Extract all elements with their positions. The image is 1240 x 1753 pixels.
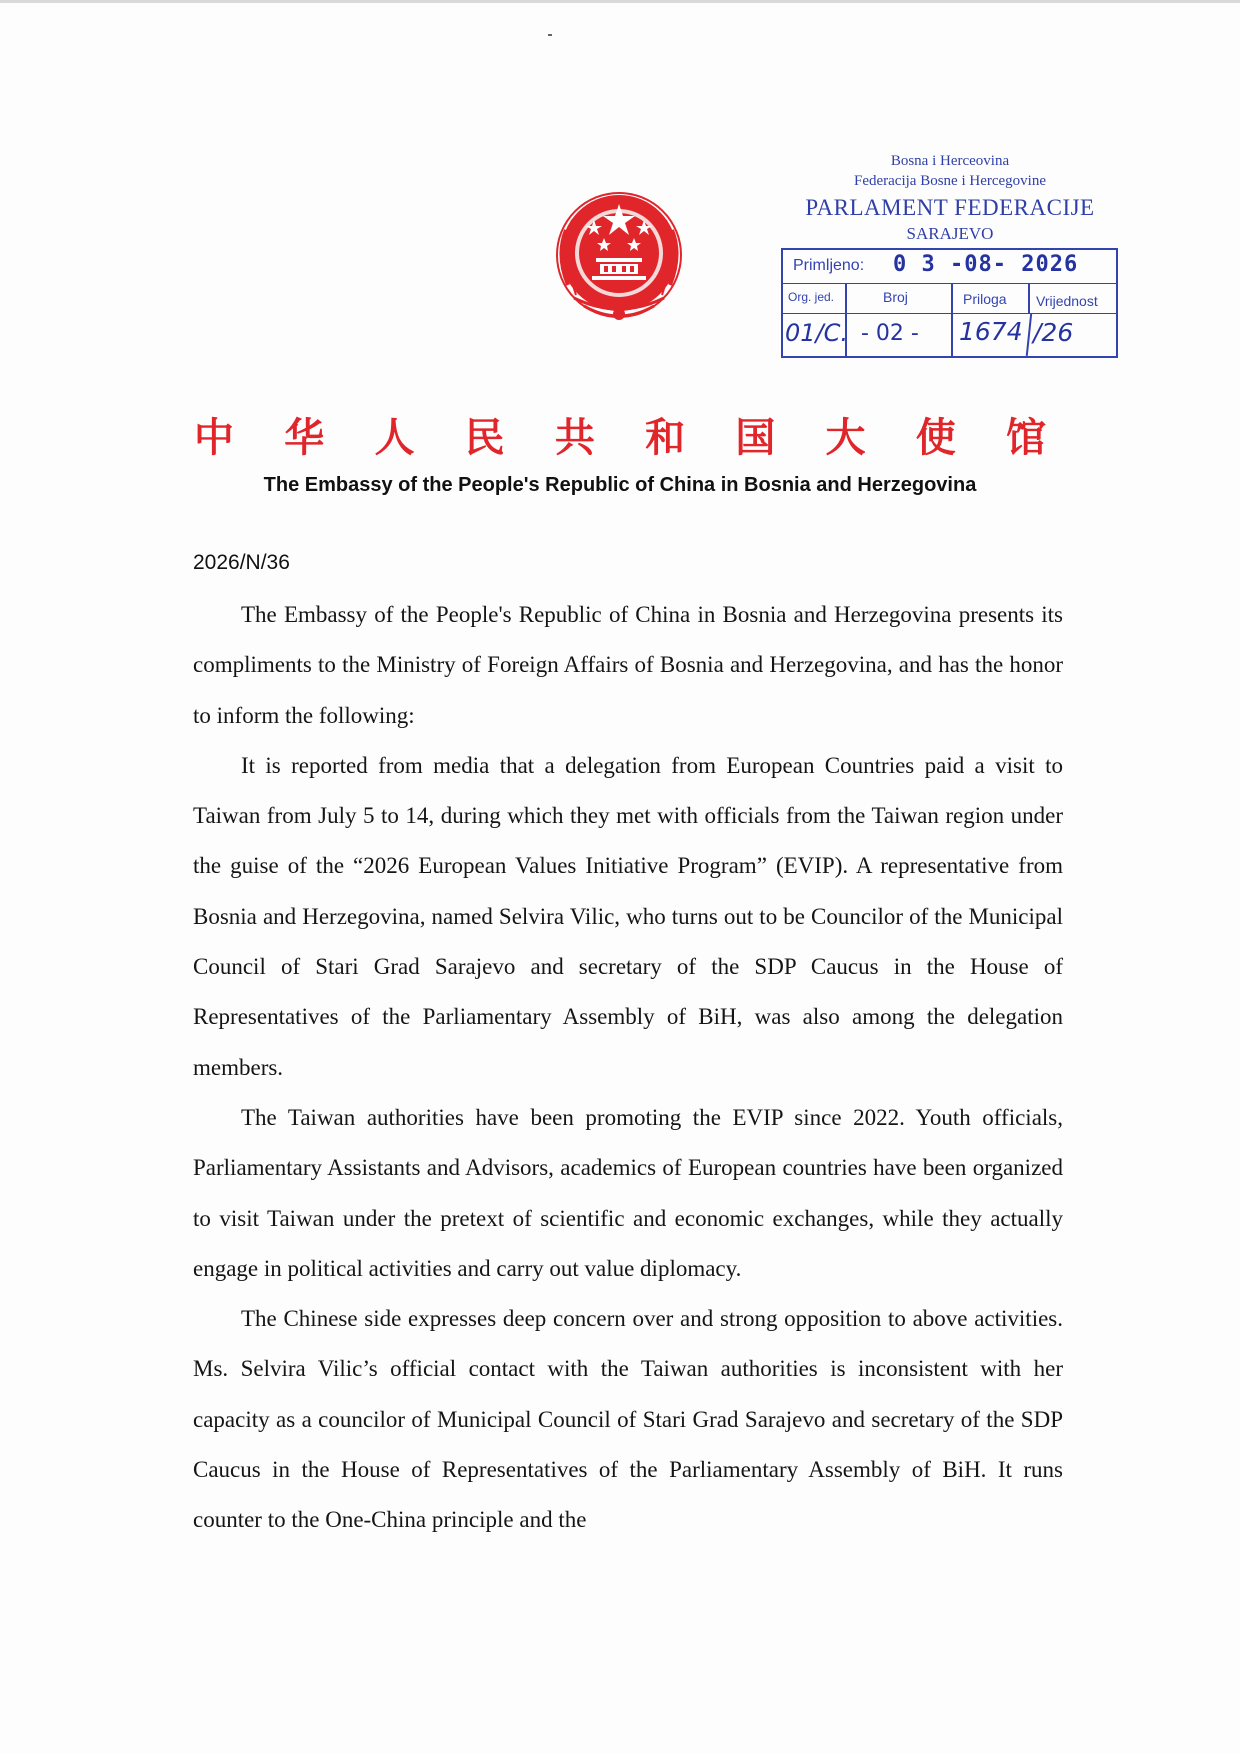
stamp-values-row	[783, 313, 1116, 356]
title-char: 使	[915, 414, 956, 461]
body-paragraph: It is reported from media that a delegation from European Countries paid a visit to Taiwan from July 5 to 14, during which they met with officials from the Taiwan region under the guise of the “2026 European Values Initiative Program” (EVIP). A representative from Bosnia and Herzegovina, named Selvira Vilic, who turns out to be Councilor of the Municipal Council of Stari Grad Sarajevo and secretary of the SDP Caucus in the House of Representatives of the Parliamentary Assembly of BiH, was also among the delegation members.	[193, 752, 1063, 1080]
stamp-institution: PARLAMENT FEDERACIJE	[805, 195, 1095, 220]
reference-number: 2026/N/36	[193, 551, 290, 574]
title-char: 中	[194, 414, 234, 461]
stamp-col-vrijednost: Vrijednost	[1036, 293, 1098, 309]
body-paragraph: The Taiwan authorities have been promoting the EVIP since 2022. Youth officials, Parliamentary Assistants and Advisors, academics of European countries have been organized to visit Taiwan under the pretext of scientific and economic exchanges, while they actually engage in political activities and carry out value diplomacy.	[193, 1104, 1063, 1281]
stamp-col-broj: Broj	[883, 289, 908, 305]
embassy-name-english: The Embassy of the People's Republic of China in Bosnia and Herzegovina	[263, 474, 977, 496]
stamp-received-label: Primljeno:	[793, 257, 865, 274]
title-char: 和	[645, 414, 686, 461]
national-emblem-icon	[544, 180, 694, 335]
letter-body	[193, 590, 1063, 1546]
stamp-country: Bosna i Herceovina	[890, 153, 1010, 169]
page-top-edge	[0, 0, 1240, 3]
title-char: 共	[554, 414, 595, 461]
stamp-received-row	[783, 250, 1116, 284]
stamp-federation: Federacija Bosne i Hercegovine	[853, 173, 1046, 189]
scan-mark	[548, 34, 552, 36]
stamp-header-row	[783, 283, 1116, 314]
chinese-embassy-title	[190, 406, 1050, 463]
title-char: 华	[284, 414, 325, 461]
stamp-val-priloga: 1674	[959, 317, 1023, 346]
stamp-col-org: Org. jed.	[788, 290, 835, 304]
stamp-registry-box	[781, 248, 1118, 358]
title-char: 民	[464, 414, 505, 461]
stamp-val-vrijednost: /26	[1033, 318, 1074, 347]
body-paragraph: The Embassy of the People's Republic of China in Bosnia and Herzegovina presents its compliments to the Ministry of Foreign Affairs of Bosnia and Herzegovina, and has the honor to inform the following:	[193, 602, 1063, 728]
title-char: 人	[374, 414, 415, 461]
body-paragraph: The Chinese side expresses deep concern over and strong opposition to above activities. Ms. Selvira Vilic’s official contact with the Taiwan authorities is inconsistent with her capacity as a councilor of Municipal Council of Stari Grad Sarajevo and secretary of the SDP Caucus in the House of Representatives of the Parliamentary Assembly of BiH. It runs counter to the One-China principle and the	[193, 1306, 1063, 1533]
stamp-val-broj: - 02 -	[861, 321, 919, 346]
stamp-city: SARAJEVO	[906, 224, 994, 243]
title-char: 馆	[1005, 414, 1046, 461]
stamp-val-org: 01/C.	[785, 319, 849, 347]
title-char: 国	[735, 414, 776, 461]
parliament-receipt-stamp	[770, 153, 1130, 363]
stamp-received-date: 0 3 -08- 2026	[893, 252, 1079, 277]
stamp-col-priloga: Priloga	[963, 291, 1007, 307]
title-char: 大	[825, 414, 866, 461]
